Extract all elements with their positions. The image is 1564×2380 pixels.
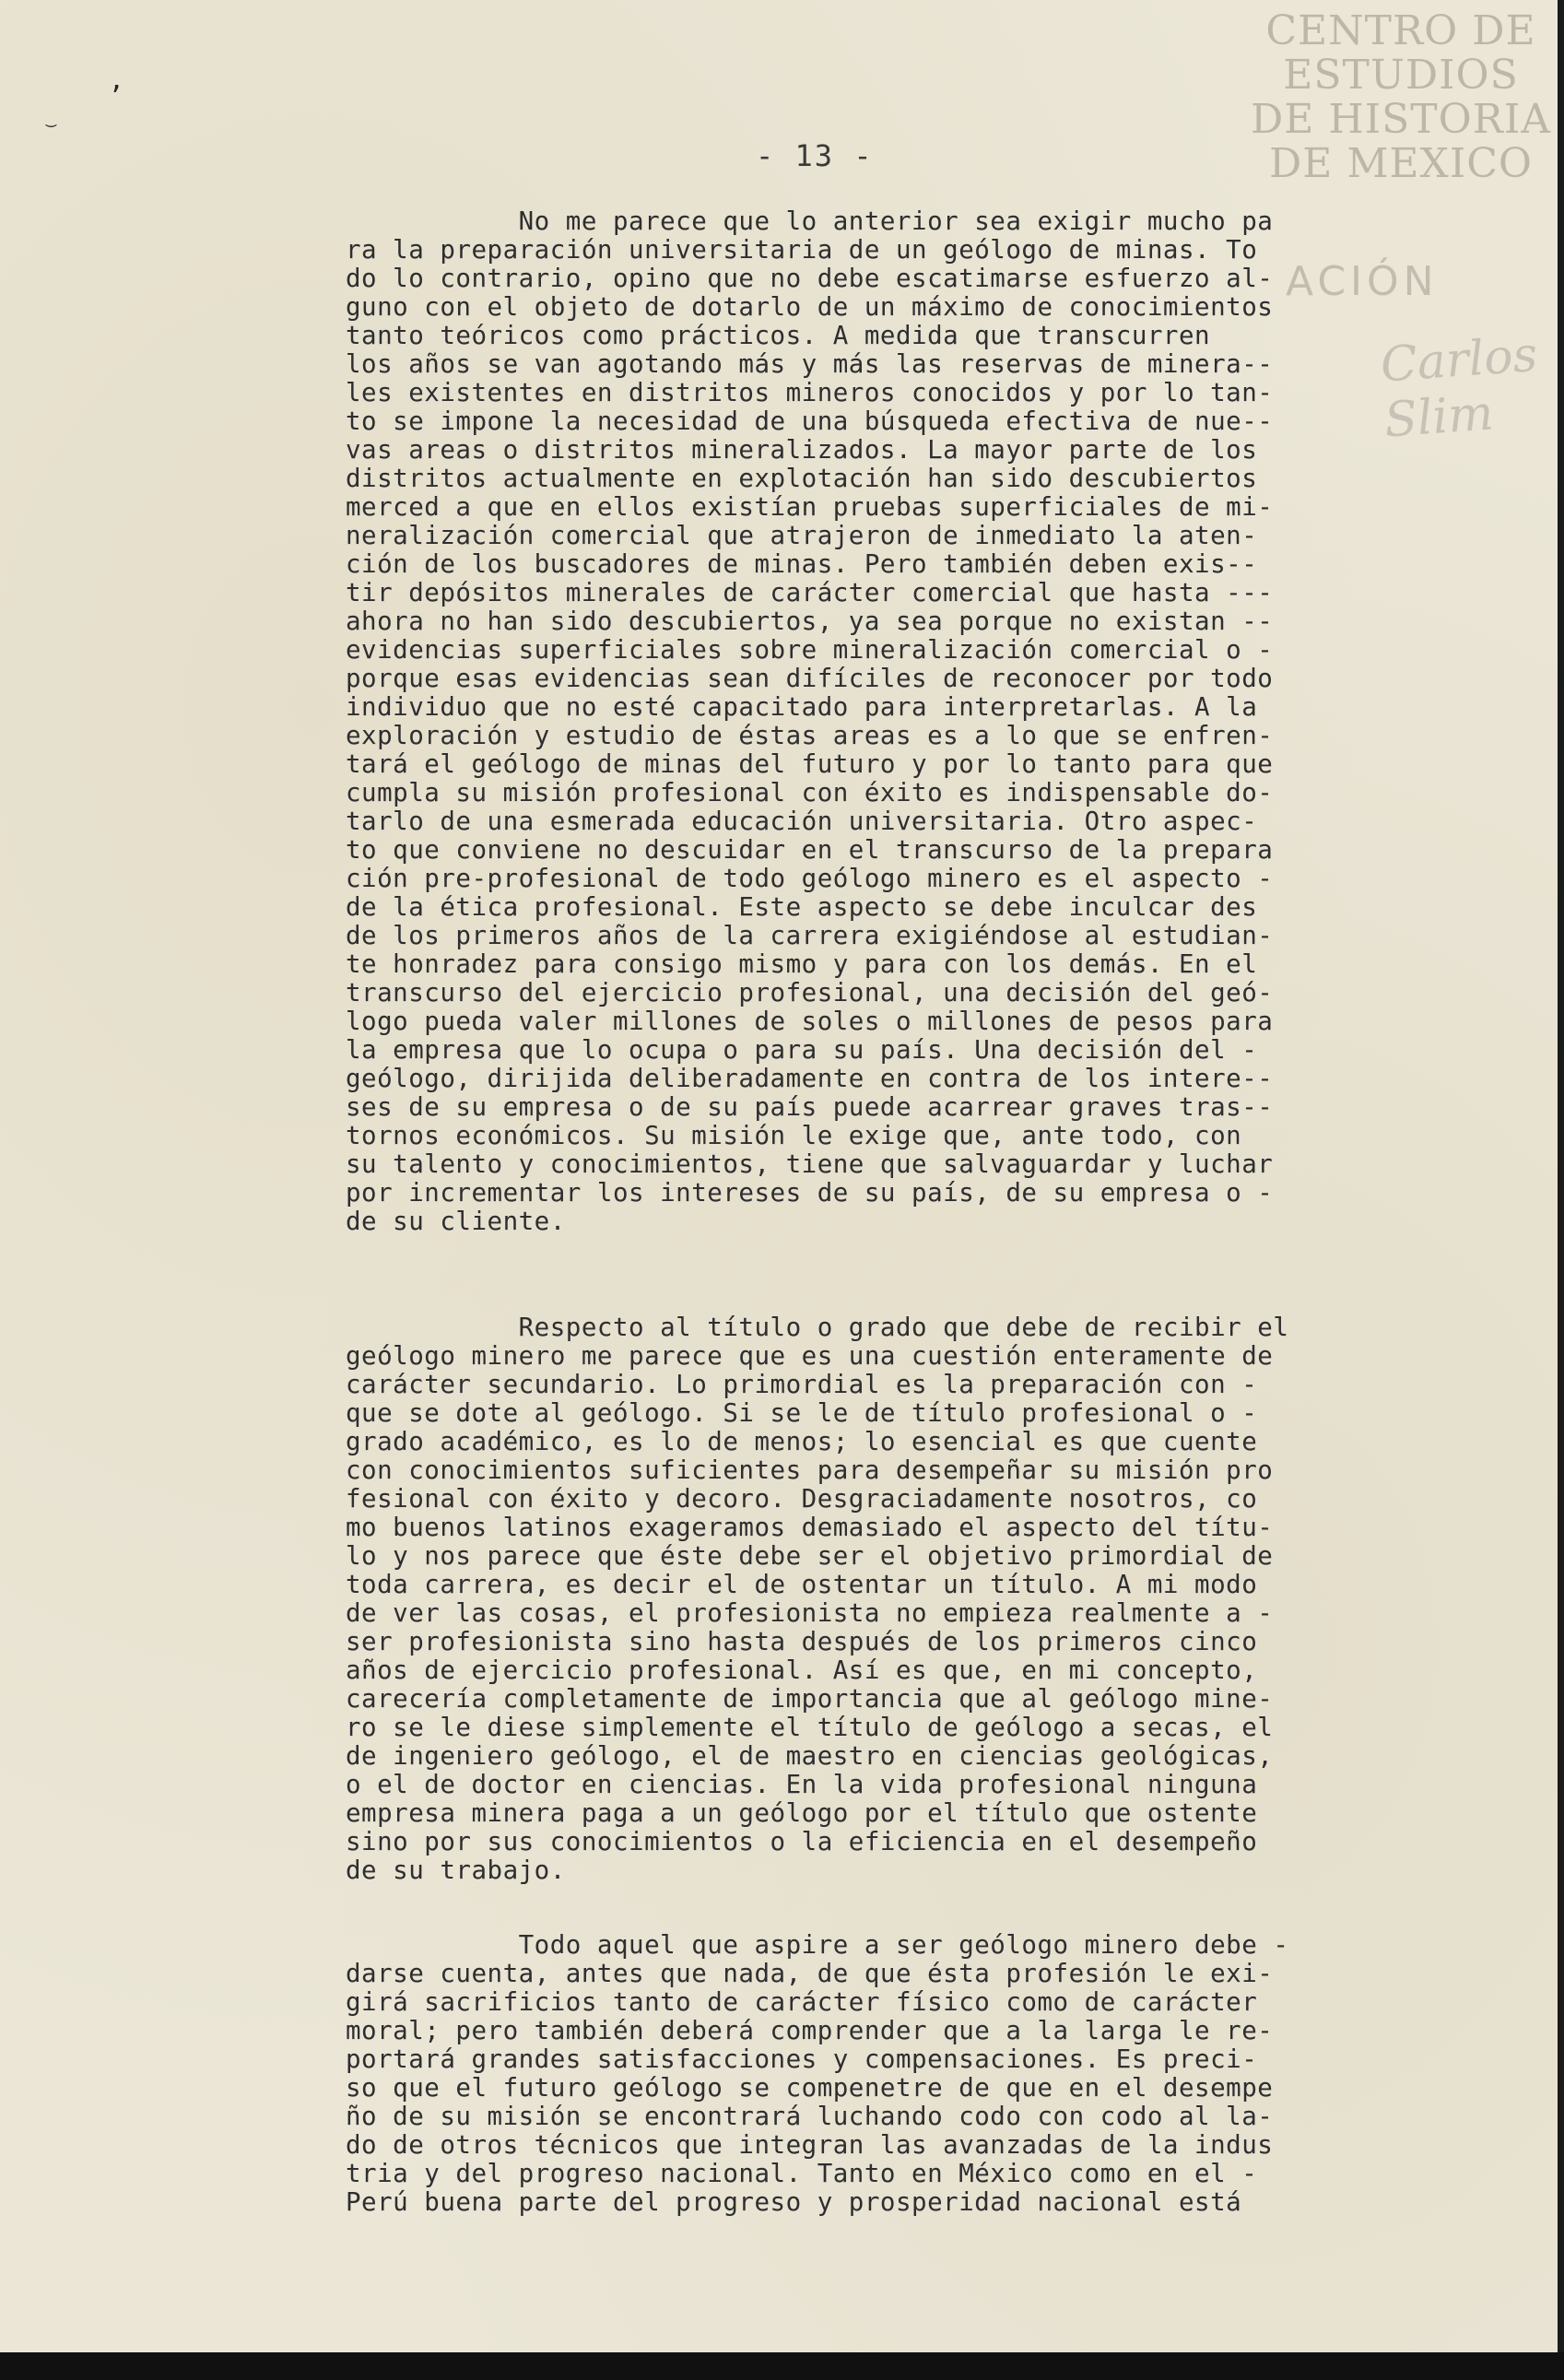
text-line: ser profesionista sino hasta después de los primeros cinco (346, 1627, 1258, 1656)
text-line: te honradez para consigo mismo y para con los demás. En el (346, 949, 1258, 979)
text-line: tará el geólogo de minas del futuro y por lo tanto para que (346, 749, 1274, 779)
text-line: No me parece que lo anterior sea exigir mucho pa (346, 206, 1274, 236)
text-line: toda carrera, es decir el de ostentar un título. A mi modo (346, 1570, 1258, 1599)
text-line: carácter secundario. Lo primordial es la preparación con - (346, 1370, 1258, 1399)
text-line: mo buenos latinos exageramos demasiado el aspecto del títu- (346, 1513, 1274, 1542)
ink-mark: ‿ (46, 109, 56, 128)
text-line: les existentes en distritos mineros conocidos y por lo tan- (346, 378, 1274, 407)
text-line: carecería completamente de importancia que al geólogo mine- (346, 1684, 1274, 1714)
text-line: por incrementar los intereses de su país, de su empresa o - (346, 1178, 1274, 1208)
text-line: geólogo minero me parece que es una cuestión enteramente de (346, 1341, 1274, 1371)
scan-border (0, 2352, 1564, 2380)
watermark-signature: Carlos Slim (1379, 326, 1540, 449)
text-line: distritos actualmente en explotación han sido descubiertos (346, 464, 1258, 493)
text-line: Todo aquel que aspire a ser geólogo minero debe - (346, 1930, 1289, 1960)
text-line: tarlo de una esmerada educación universitaria. Otro aspec- (346, 807, 1258, 836)
text-line: neralización comercial que atrajeron de inmediato la aten- (346, 521, 1258, 550)
text-line: tanto teóricos como prácticos. A medida que transcurren (346, 321, 1211, 350)
text-line: su talento y conocimientos, tiene que salvaguardar y luchar (346, 1149, 1274, 1179)
text-line: la empresa que lo ocupa o para su país. Una decisión del - (346, 1035, 1258, 1065)
text-line: to se impone la necesidad de una búsqueda efectiva de nue-- (346, 406, 1274, 436)
text-line: porque esas evidencias sean difíciles de reconocer por todo (346, 664, 1274, 693)
text-line: to que conviene no descuidar en el transcurso de la prepara (346, 835, 1274, 865)
paragraph-3 (346, 1931, 1415, 2217)
text-line: merced a que en ellos existían pruebas superficiales de mi- (346, 492, 1274, 522)
text-line: ra la preparación universitaria de un geólogo de minas. To (346, 235, 1258, 265)
text-line: sino por sus conocimientos o la eficiencia en el desempeño (346, 1827, 1258, 1856)
archive-watermark (1249, 9, 1553, 186)
page-number: - 13 - (756, 138, 874, 173)
text-line: tornos económicos. Su misión le exige que, ante todo, con (346, 1121, 1242, 1150)
text-line: Respecto al título o grado que debe de recibir el (346, 1313, 1289, 1342)
text-line: ción pre-profesional de todo geólogo minero es el aspecto - (346, 864, 1274, 893)
text-line: individuo que no esté capacitado para interpretarlas. A la (346, 692, 1258, 722)
watermark-line: DE HISTORIA (1251, 96, 1551, 143)
text-line: moral; pero también deberá comprender que a la larga le re- (346, 2016, 1274, 2045)
text-line: Perú buena parte del progreso y prosperidad nacional está (346, 2187, 1242, 2217)
text-line: transcurso del ejercicio profesional, una decisión del geó- (346, 978, 1274, 1007)
paragraph-2 (346, 1314, 1415, 1885)
text-line: guno con el objeto de dotarlo de un máximo de conocimientos (346, 292, 1274, 322)
text-line: do de otros técnicos que integran las avanzadas de la indus (346, 2130, 1274, 2160)
text-line: exploración y estudio de éstas areas es a lo que se enfren- (346, 721, 1274, 750)
text-line: girá sacrificios tanto de carácter físico como de carácter (346, 1987, 1258, 2017)
text-line: fesional con éxito y decoro. Desgraciadamente nosotros, co (346, 1484, 1258, 1514)
text-line: cumpla su misión profesional con éxito es indispensable do- (346, 778, 1274, 807)
watermark-line: ESTUDIOS (1283, 52, 1519, 99)
text-line: ahora no han sido descubiertos, ya sea porque no existan -- (346, 607, 1274, 636)
watermark-fundacion: ACIÓN (1286, 258, 1439, 305)
text-line: geólogo, dirijida deliberadamente en contra de los intere-- (346, 1064, 1274, 1093)
text-line: ño de su misión se encontrará luchando codo con codo al la- (346, 2102, 1274, 2131)
text-line: tria y del progreso nacional. Tanto en México como en el - (346, 2159, 1258, 2188)
text-line: darse cuenta, antes que nada, de que ésta profesión le exi- (346, 1959, 1274, 1988)
text-line: empresa minera paga a un geólogo por el título que ostente (346, 1798, 1258, 1828)
text-line: tir depósitos minerales de carácter comercial que hasta --- (346, 578, 1274, 607)
text-line: con conocimientos suficientes para desempeñar su misión pro (346, 1455, 1274, 1485)
text-line: de su trabajo. (346, 1856, 566, 1885)
text-line: de los primeros años de la carrera exigiéndose al estudian- (346, 921, 1274, 950)
text-line: los años se van agotando más y más las reservas de minera-- (346, 349, 1274, 379)
text-line: do lo contrario, opino que no debe escatimarse esfuerzo al- (346, 264, 1274, 293)
text-line: portará grandes satisfacciones y compensaciones. Es preci- (346, 2044, 1258, 2074)
text-line: ro se le diese simplemente el título de geólogo a secas, el (346, 1713, 1274, 1742)
watermark-line: CENTRO DE (1265, 7, 1536, 54)
text-line: vas areas o distritos mineralizados. La mayor parte de los (346, 435, 1258, 465)
text-line: ses de su empresa o de su país puede acarrear graves tras-- (346, 1092, 1274, 1122)
text-line: o el de doctor en ciencias. En la vida profesional ninguna (346, 1770, 1258, 1799)
text-line: que se dote al geólogo. Si se le de título profesional o - (346, 1398, 1258, 1428)
text-line: de ver las cosas, el profesionista no empieza realmente a - (346, 1598, 1274, 1628)
text-line: evidencias superficiales sobre mineralización comercial o - (346, 635, 1274, 665)
text-line: grado académico, es lo de menos; lo esencial es que cuente (346, 1427, 1258, 1456)
text-line: de la ética profesional. Este aspecto se debe inculcar des (346, 892, 1258, 922)
text-line: logo pueda valer millones de soles o millones de pesos para (346, 1007, 1274, 1036)
paragraph-1 (346, 207, 1415, 1236)
ink-mark: , (109, 65, 124, 95)
text-line: lo y nos parece que éste debe ser el objetivo primordial de (346, 1541, 1274, 1571)
text-line: so que el futuro geólogo se compenetre de que en el desempe (346, 2073, 1274, 2103)
text-line: de su cliente. (346, 1207, 566, 1236)
text-line: de ingeniero geólogo, el de maestro en ciencias geológicas, (346, 1741, 1274, 1771)
text-line: años de ejercicio profesional. Así es que, en mi concepto, (346, 1655, 1258, 1685)
text-line: ción de los buscadores de minas. Pero también deben exis-- (346, 549, 1258, 579)
watermark-line: DE MEXICO (1269, 140, 1533, 187)
